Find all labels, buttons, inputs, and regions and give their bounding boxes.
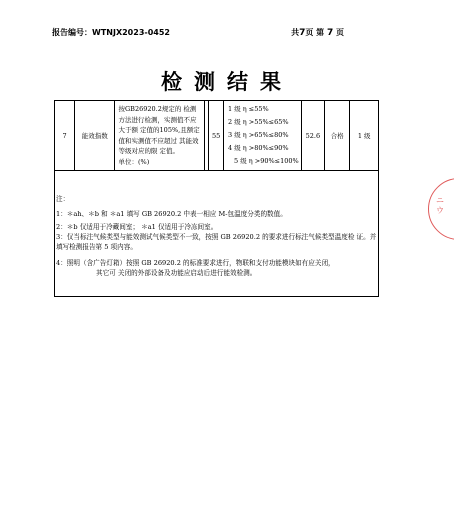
verdict: 合格 <box>324 101 350 171</box>
note-4: 4：照明（含广告灯箱）按照 GB 26920.2 的标准要求进行，物联和支付功能模块如有应关闭， <box>56 259 335 267</box>
rated-value: 55 <box>209 101 224 171</box>
page-total-prefix: 共 <box>291 28 300 37</box>
page-title: 检测结果 <box>161 70 293 94</box>
table-row <box>55 101 379 171</box>
note-4-continued: 其它可 关闭的外部设备及功能应启动后进行能效检测。 <box>96 269 257 277</box>
note-2: 2：＊b 仅适用于冷藏间室； ＊a1 仅适用于冷冻间室。 <box>56 223 218 231</box>
row-number: 7 <box>55 101 75 171</box>
measured-value: 52.6 <box>302 101 325 171</box>
grade-list <box>224 101 302 171</box>
unit-text: 单位：(%) <box>118 157 150 166</box>
notes-section <box>56 194 378 278</box>
page-current: 7 <box>326 28 334 38</box>
notes-heading: 注： <box>56 195 70 203</box>
test-item: 能效指数 <box>75 101 115 171</box>
report-number: 报告编号：WTNJX2023-0452 <box>52 28 170 37</box>
method-text: 按GB26920.2规定的 检测方法进行检测，实测值不应大于额 定值的105%,且额定 值和实测值不应超过 其能效等级对应的限 定值。 <box>118 105 200 155</box>
seal-stamp-text: ニ ウ <box>436 196 444 215</box>
grade-1: 1 级 η ≤55% <box>228 105 269 113</box>
energy-level: 1 级 <box>350 101 379 171</box>
page-info <box>291 27 344 38</box>
grade-3: 3 级 η >65%≤80% <box>228 131 289 139</box>
note-1: 1：＊ah、＊b 和 ＊a1 填写 GB 26920.2 中表一相应 M-包温度分类的数值。 <box>56 210 287 218</box>
page-total: 7 <box>299 28 306 38</box>
grade-5: 5 级 η >90%≤100% <box>234 157 299 165</box>
test-method <box>115 101 204 171</box>
grade-4: 4 级 η >80%≤90% <box>228 144 289 152</box>
note-3: 3：仅当标注气候类型与能效测试气候类型不一致，按照 GB 26920.2 的要求进行标注气候类型温度检 证。并填写检测报告第 5 项内容。 <box>56 233 377 251</box>
page-suffix: 页 <box>336 28 344 37</box>
page-mid-text: 页 第 <box>305 28 325 37</box>
results-table <box>54 100 379 171</box>
grade-2: 2 级 η >55%≤65% <box>228 118 289 126</box>
